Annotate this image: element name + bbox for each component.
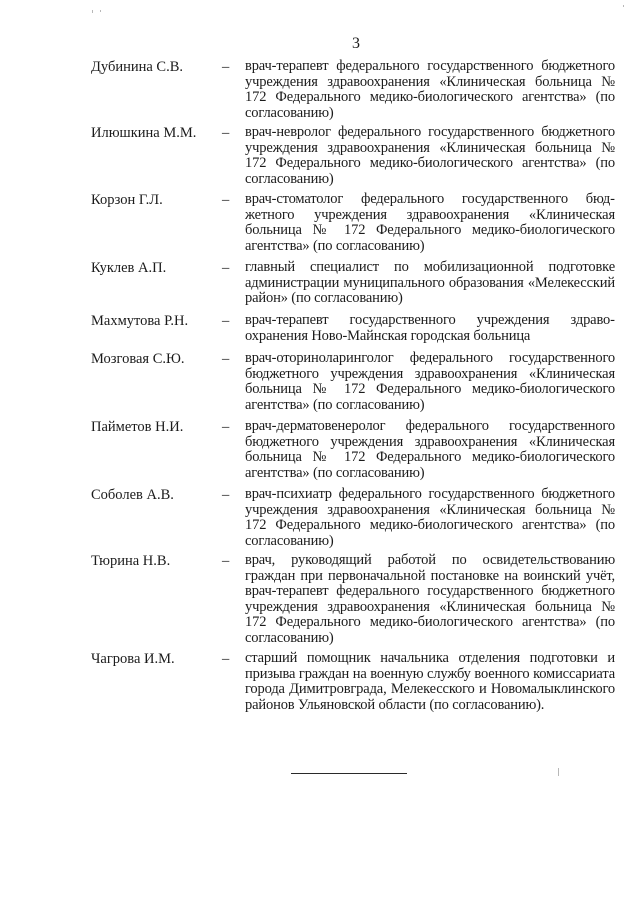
separator-dash: – bbox=[222, 419, 230, 435]
separator-dash: – bbox=[222, 59, 230, 75]
page-number: 3 bbox=[352, 35, 360, 52]
member-position: врач-дерматовенеролог федерального государственного бюджетного учреждения здравоохранения «Клиническая больница № 172 Федерального медико-биологического агентства» (по согласованию) bbox=[245, 418, 615, 481]
separator-dash: – bbox=[222, 351, 230, 367]
member-name: Пайметов Н.И. bbox=[91, 419, 184, 435]
member-position: врач-невролог федерального государственного бюджетного учреждения здравоохранения «Клиническая больница № 172 Федерального медико-биологического агентства» (по согласованию) bbox=[245, 124, 615, 187]
member-position: главный специалист по мобилизационной подготовке администрации муниципального образования «Мелекесский район» (по согласованию) bbox=[245, 259, 615, 307]
separator-dash: – bbox=[222, 651, 230, 667]
scan-speck bbox=[100, 10, 101, 12]
member-name: Тюрина Н.В. bbox=[91, 553, 171, 569]
member-name: Чагрова И.М. bbox=[91, 651, 175, 667]
scan-speck bbox=[623, 5, 624, 7]
member-position: врач-терапевт федерального государственного бюджетного учреждения здравоохранения «Клиническая больница № 172 Федерального медико-биологического агентства» (по согласованию) bbox=[245, 58, 615, 121]
member-name: Мозговая С.Ю. bbox=[91, 351, 185, 367]
member-position: старший помощник начальника отделения подготовки и призыва граждан на военную службу военного комиссариата города Димитровграда, Мелекесского и Новомалыклинского районов Ульяновской области (по согласованию). bbox=[245, 650, 615, 713]
member-position: врач-оториноларинголог федерального государственного бюджетного учреждения здравоохранения «Клиническая больница № 172 Федерального медико-биологического агентства» (по согласованию) bbox=[245, 350, 615, 413]
separator-dash: – bbox=[222, 313, 230, 329]
member-position: врач, руководящий работой по освидетельствованию граждан при первоначальной постановке на воинский учёт, врач-терапевт федерального государственного бюджетного учреждения здравоохранения «Клиническая больница № 172 Федерального медико-биологического агентства» (по согласованию) bbox=[245, 552, 615, 646]
member-position: врач-психиатр федерального государственного бюджетного учреждения здравоохранения «Клиническая больница № 172 Федерального медико-биологического агентства» (по согласованию) bbox=[245, 486, 615, 549]
separator-dash: – bbox=[222, 260, 230, 276]
separator-dash: – bbox=[222, 487, 230, 503]
member-position: врач-стоматолог федерального государственного бюджетного учреждения здравоохранения «Клиническая больница № 172 Федерального медико-биологического агентства» (по согласованию) bbox=[245, 191, 615, 254]
member-position: врач-терапевт государственного учреждения здравоохранения Ново-Майнская городская больница bbox=[245, 312, 615, 344]
member-name: Корзон Г.Л. bbox=[91, 192, 163, 208]
member-name: Махмутова Р.Н. bbox=[91, 313, 189, 329]
scan-speck bbox=[558, 768, 559, 776]
separator-dash: – bbox=[222, 553, 230, 569]
scan-speck bbox=[92, 10, 93, 13]
member-name: Куклев А.П. bbox=[91, 260, 167, 276]
member-name: Соболев А.В. bbox=[91, 487, 174, 503]
separator-dash: – bbox=[222, 192, 230, 208]
member-name: Илюшкина М.М. bbox=[91, 125, 197, 141]
separator-dash: – bbox=[222, 125, 230, 141]
closing-rule bbox=[291, 773, 407, 774]
member-name: Дубинина С.В. bbox=[91, 59, 184, 75]
